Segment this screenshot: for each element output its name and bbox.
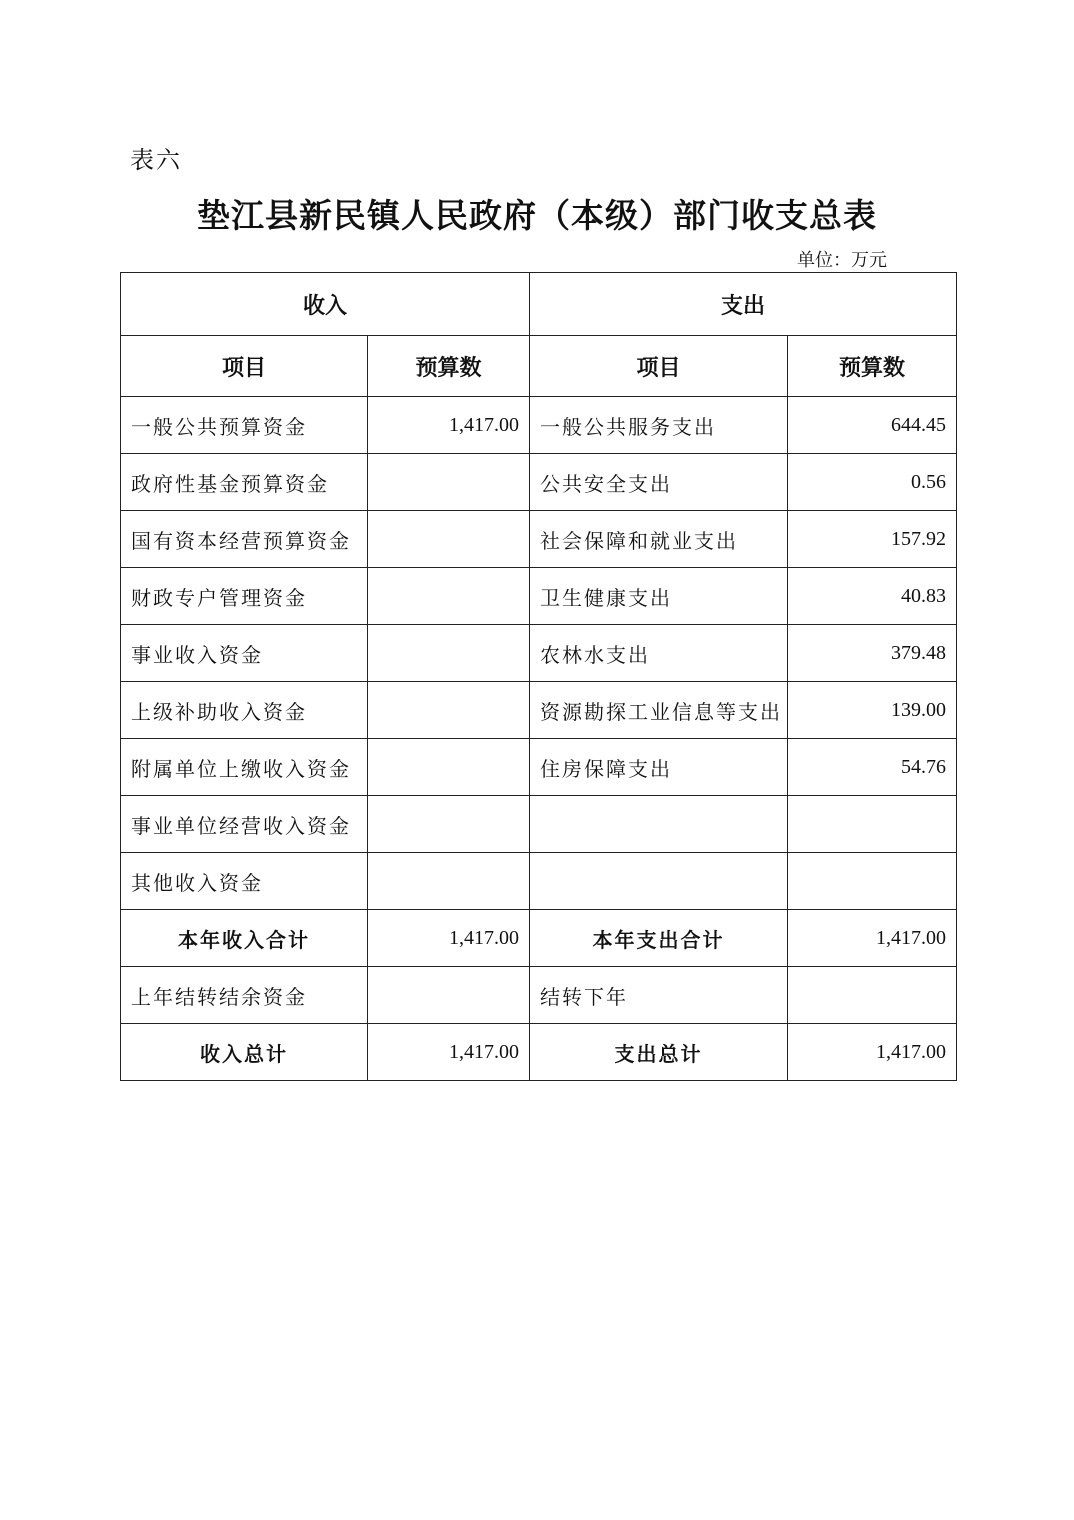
income-item: 政府性基金预算资金 <box>121 454 368 511</box>
table-row <box>121 568 957 625</box>
income-value <box>368 511 530 568</box>
expense-value: 157.92 <box>788 511 957 568</box>
expense-item: 卫生健康支出 <box>530 568 788 625</box>
grand-total-row <box>121 1024 957 1081</box>
income-value <box>368 796 530 853</box>
expense-item <box>530 853 788 910</box>
expense-item: 一般公共服务支出 <box>530 397 788 454</box>
income-item: 其他收入资金 <box>121 853 368 910</box>
expense-item: 住房保障支出 <box>530 739 788 796</box>
carryover-expense-value <box>788 967 957 1024</box>
table-row <box>121 511 957 568</box>
expense-item: 社会保障和就业支出 <box>530 511 788 568</box>
document-title: 垫江县新民镇人民政府（本级）部门收支总表 <box>197 196 877 235</box>
income-item: 上级补助收入资金 <box>121 682 368 739</box>
year-income-total-value: 1,417.00 <box>368 910 530 967</box>
income-item: 国有资本经营预算资金 <box>121 511 368 568</box>
grand-expense-total-label: 支出总计 <box>530 1024 788 1081</box>
income-item: 事业收入资金 <box>121 625 368 682</box>
year-income-total-label: 本年收入合计 <box>121 910 368 967</box>
expense-budget-header: 预算数 <box>788 336 957 397</box>
year-expense-total-label: 本年支出合计 <box>530 910 788 967</box>
unit-label: 单位：万元 <box>797 250 887 271</box>
table-row <box>121 454 957 511</box>
year-expense-total-value: 1,417.00 <box>788 910 957 967</box>
expense-header: 支出 <box>530 273 957 336</box>
expense-item: 资源勘探工业信息等支出 <box>530 682 788 739</box>
expense-item: 公共安全支出 <box>530 454 788 511</box>
year-total-row <box>121 910 957 967</box>
income-value <box>368 739 530 796</box>
income-value <box>368 625 530 682</box>
income-value <box>368 568 530 625</box>
income-item: 财政专户管理资金 <box>121 568 368 625</box>
income-item-header: 项目 <box>121 336 368 397</box>
expense-value: 379.48 <box>788 625 957 682</box>
budget-summary-table <box>120 272 957 1081</box>
expense-value <box>788 796 957 853</box>
table-row <box>121 397 957 454</box>
carryover-income-label: 上年结转结余资金 <box>121 967 368 1024</box>
expense-item-header: 项目 <box>530 336 788 397</box>
table-row <box>121 739 957 796</box>
income-budget-header: 预算数 <box>368 336 530 397</box>
grand-income-total-label: 收入总计 <box>121 1024 368 1081</box>
income-item: 一般公共预算资金 <box>121 397 368 454</box>
expense-value <box>788 853 957 910</box>
header-row-main <box>121 273 957 336</box>
income-value <box>368 682 530 739</box>
carryover-expense-label: 结转下年 <box>530 967 788 1024</box>
expense-item <box>530 796 788 853</box>
expense-value: 644.45 <box>788 397 957 454</box>
expense-value: 40.83 <box>788 568 957 625</box>
table-row <box>121 682 957 739</box>
carryover-row <box>121 967 957 1024</box>
table-row <box>121 796 957 853</box>
expense-item: 农林水支出 <box>530 625 788 682</box>
header-row-sub <box>121 336 957 397</box>
income-value <box>368 454 530 511</box>
income-header: 收入 <box>121 273 530 336</box>
grand-income-total-value: 1,417.00 <box>368 1024 530 1081</box>
income-value <box>368 853 530 910</box>
table-row <box>121 625 957 682</box>
table-number-label: 表六 <box>130 146 182 174</box>
income-value: 1,417.00 <box>368 397 530 454</box>
carryover-income-value <box>368 967 530 1024</box>
income-item: 附属单位上缴收入资金 <box>121 739 368 796</box>
expense-value: 139.00 <box>788 682 957 739</box>
grand-expense-total-value: 1,417.00 <box>788 1024 957 1081</box>
expense-value: 54.76 <box>788 739 957 796</box>
table-row <box>121 853 957 910</box>
income-item: 事业单位经营收入资金 <box>121 796 368 853</box>
expense-value: 0.56 <box>788 454 957 511</box>
